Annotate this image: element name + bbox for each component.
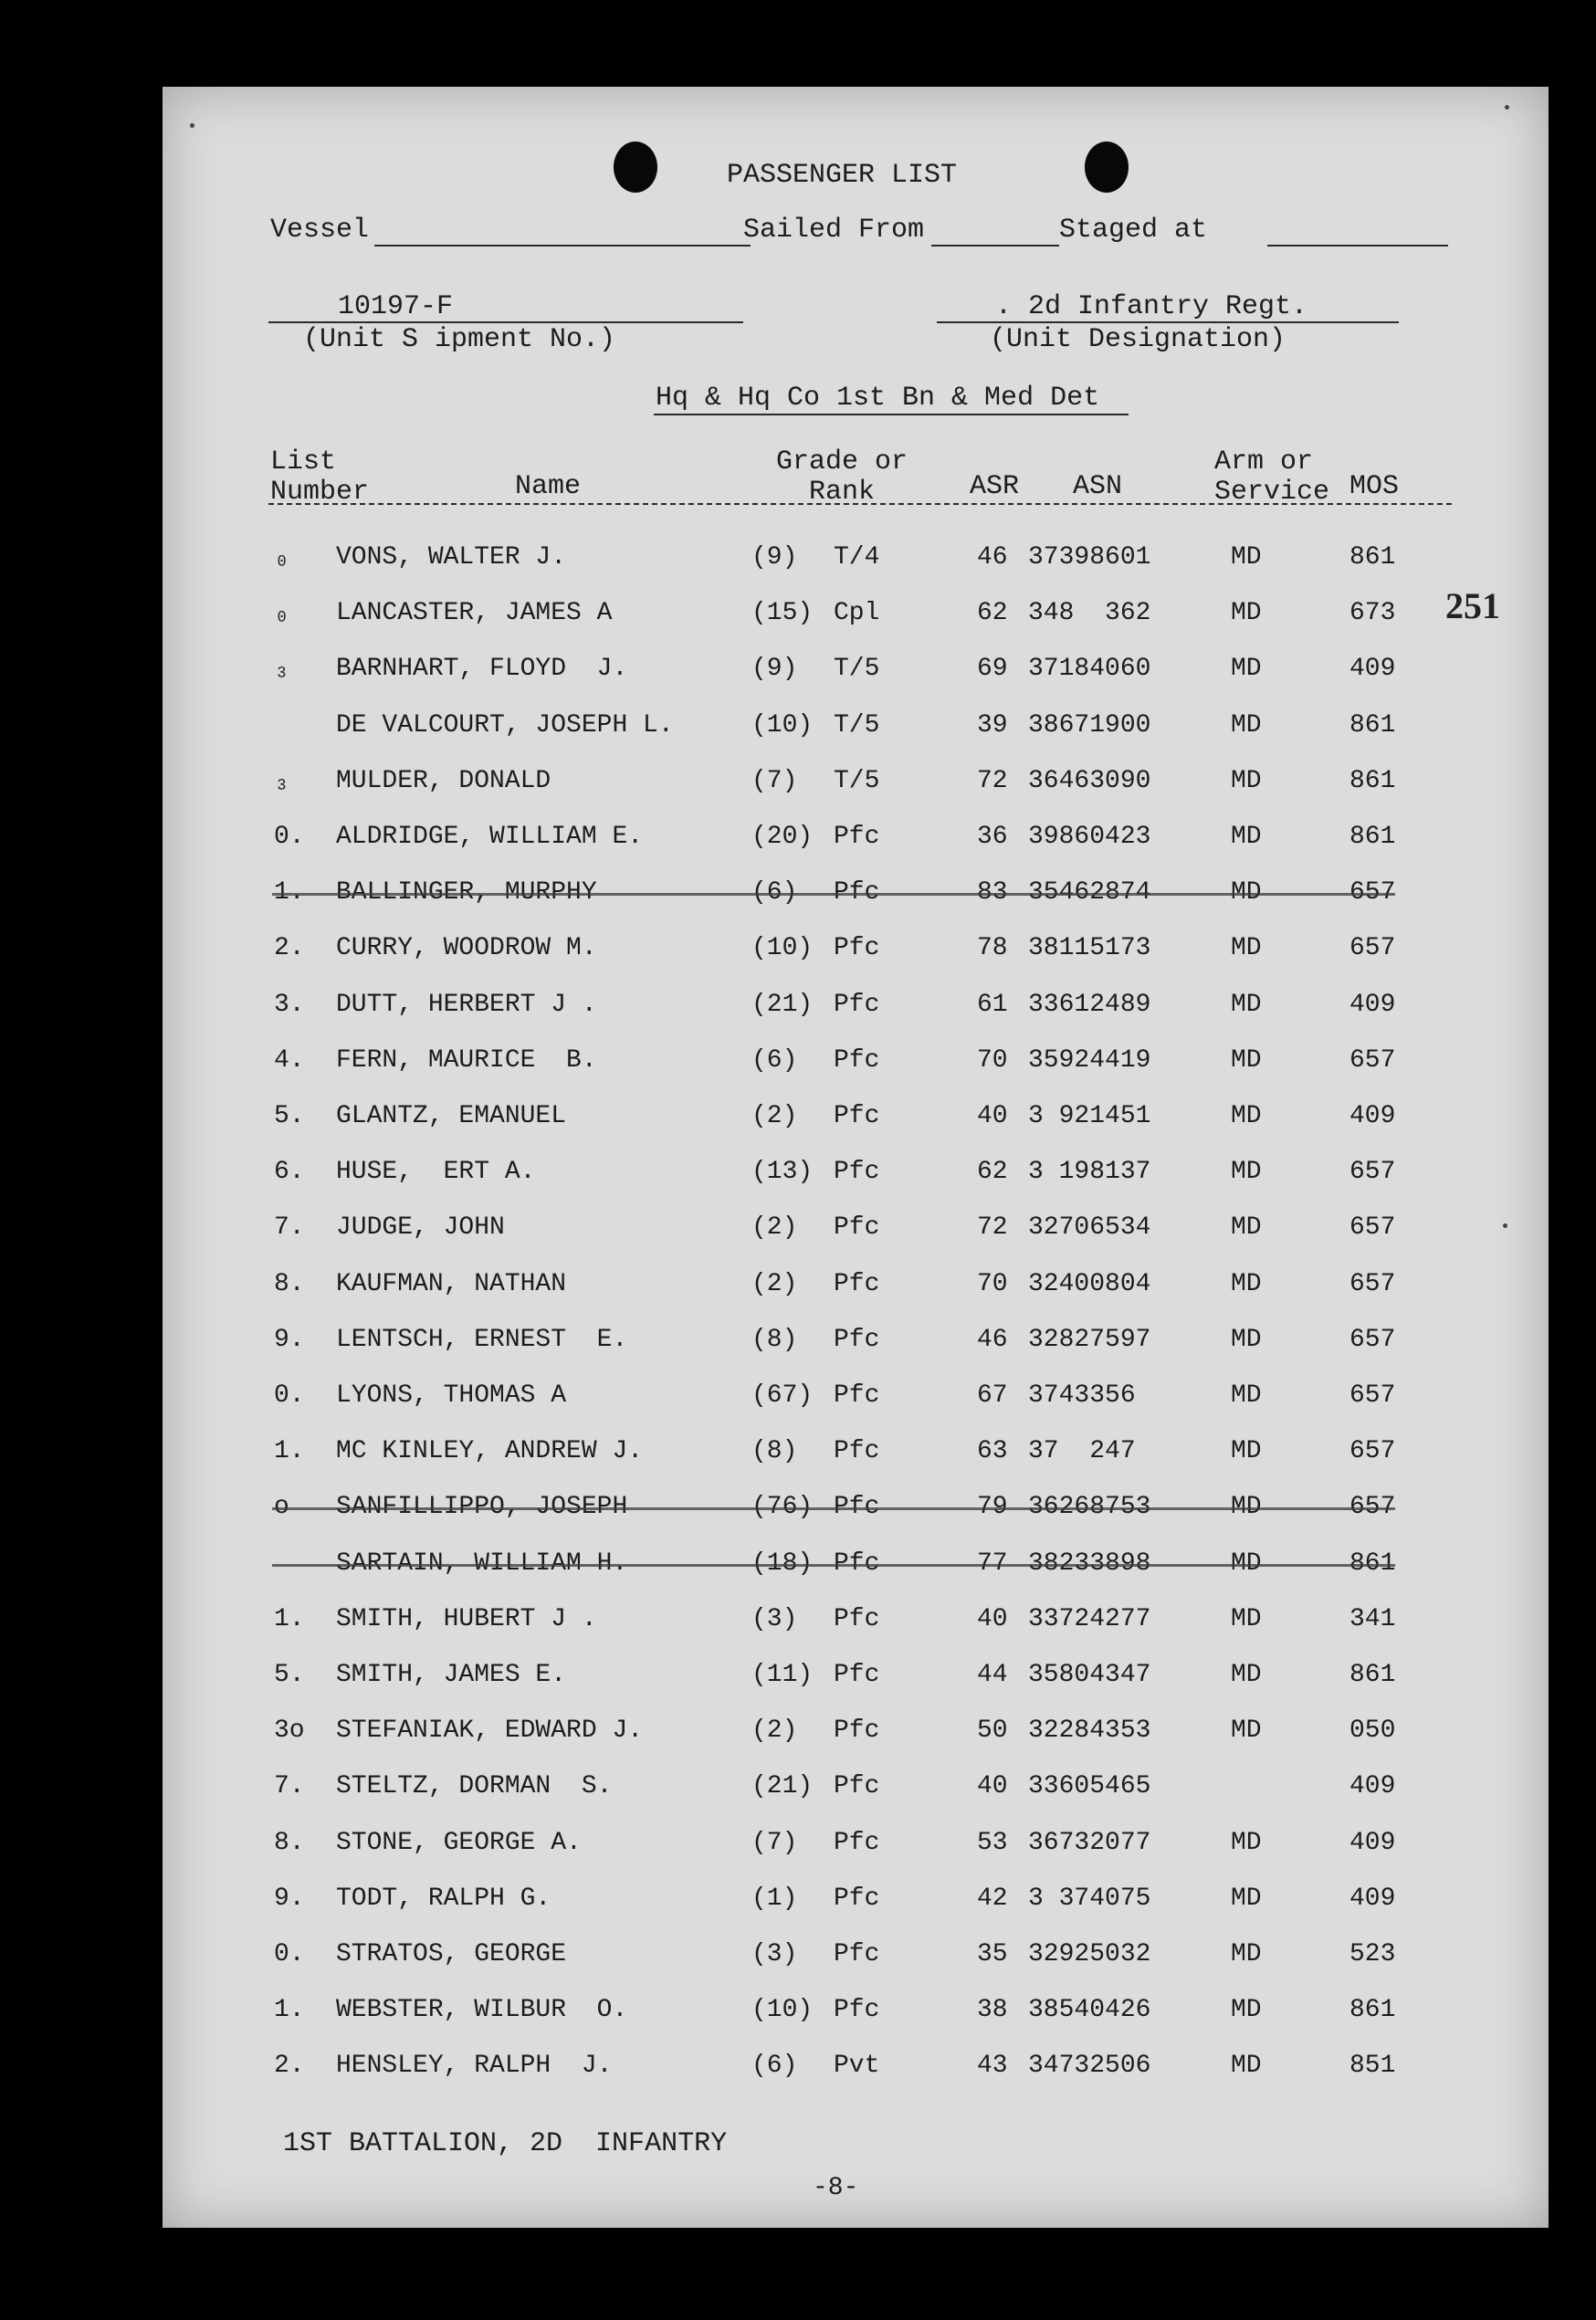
arm-or-service: MD: [1231, 655, 1262, 684]
grade-code: (10): [751, 1996, 814, 2025]
asr: 46: [977, 1325, 1008, 1354]
asn: 348 362: [1028, 599, 1151, 628]
list-number: 1.: [274, 1604, 305, 1633]
speck: [1503, 1223, 1507, 1228]
grade-code: (1): [751, 1884, 798, 1913]
passenger-name: ALDRIDGE, WILLIAM E.: [336, 823, 644, 851]
mos: 409: [1349, 1828, 1396, 1857]
strikethrough-line: [272, 1564, 1395, 1567]
mos: 409: [1349, 655, 1396, 684]
arm-or-service: MD: [1231, 823, 1262, 851]
mos: 409: [1349, 990, 1396, 1019]
punch-hole-right: [1085, 142, 1129, 193]
asn: 32284353: [1028, 1716, 1151, 1746]
list-number: 0.: [274, 1940, 305, 1968]
rank: Pfc: [834, 1045, 880, 1075]
passenger-name: GLANTZ, EMANUEL: [336, 1102, 567, 1130]
asn: 34732506: [1028, 2052, 1151, 2081]
passenger-name: CURRY, WOODROW M.: [336, 934, 597, 963]
mos: 861: [1349, 823, 1396, 851]
grade-code: (21): [751, 990, 814, 1019]
passenger-name: FERN, MAURICE B.: [336, 1045, 597, 1075]
asn: 38540426: [1028, 1996, 1151, 2025]
asr: 50: [977, 1716, 1008, 1746]
list-number: 3.: [274, 990, 305, 1019]
mos: 657: [1349, 1269, 1396, 1298]
arm-or-service: MD: [1231, 1102, 1262, 1130]
rank: Pfc: [834, 1325, 880, 1354]
asn: 3 198137: [1028, 1158, 1151, 1187]
rank: Pfc: [834, 878, 880, 908]
mos: 657: [1349, 1325, 1396, 1354]
arm-or-service: MD: [1231, 1716, 1262, 1746]
col-header-mos: MOS: [1349, 471, 1400, 502]
arm-or-service: MD: [1231, 1325, 1262, 1354]
passenger-name: STELTZ, DORMAN S.: [336, 1772, 613, 1801]
list-number: 1.: [274, 878, 305, 908]
asn: 35804347: [1028, 1661, 1151, 1689]
rank: Pfc: [834, 934, 880, 963]
mos: 657: [1349, 1381, 1396, 1410]
passenger-name: MULDER, DONALD: [336, 766, 551, 795]
speck: [1505, 105, 1509, 110]
grade-code: (9): [751, 655, 798, 684]
arm-or-service: MD: [1231, 1828, 1262, 1857]
rank: Pvt: [834, 2052, 880, 2081]
list-number: 4.: [274, 1045, 305, 1075]
arm-or-service: MD: [1231, 1884, 1262, 1913]
passenger-name: SMITH, JAMES E.: [336, 1661, 567, 1689]
passenger-name: VONS, WALTER J.: [336, 543, 567, 572]
document-page: [163, 87, 1549, 2228]
mos: 861: [1349, 1661, 1396, 1689]
asn: 38115173: [1028, 934, 1151, 963]
col-header-name: Name: [515, 471, 582, 502]
passenger-name: BALLINGER, MURPHY: [336, 878, 597, 908]
passenger-name: DE VALCOURT, JOSEPH L.: [336, 710, 674, 740]
vessel-label: Vessel: [270, 215, 370, 246]
arm-or-service: MD: [1231, 1213, 1262, 1243]
passenger-name: LYONS, THOMAS A: [336, 1381, 567, 1410]
rank: Pfc: [834, 1716, 880, 1746]
mos: 657: [1349, 878, 1396, 908]
arm-or-service: MD: [1231, 1493, 1262, 1522]
asr: 67: [977, 1381, 1008, 1410]
list-number: 0.: [274, 1381, 305, 1410]
unit-shipment-line: [268, 321, 743, 323]
rank: Cpl: [834, 599, 880, 628]
vessel-field-line: [374, 245, 751, 247]
asn: 33605465: [1028, 1772, 1151, 1801]
arm-or-service: MD: [1231, 599, 1262, 628]
mos: 861: [1349, 543, 1396, 572]
asr: 63: [977, 1437, 1008, 1466]
rank: T/5: [834, 655, 880, 684]
asr: 36: [977, 823, 1008, 851]
list-number: ₃: [274, 766, 289, 795]
passenger-name: DUTT, HERBERT J .: [336, 990, 597, 1019]
mos: 409: [1349, 1884, 1396, 1913]
grade-code: (6): [751, 1045, 798, 1075]
rank: Pfc: [834, 1884, 880, 1913]
asr: 78: [977, 934, 1008, 963]
passenger-name: SARTAIN, WILLIAM H.: [336, 1548, 628, 1578]
list-number: 5.: [274, 1102, 305, 1130]
strikethrough-line: [272, 1507, 1395, 1510]
passenger-name: TODT, RALPH G.: [336, 1884, 551, 1913]
arm-or-service: MD: [1231, 1045, 1262, 1075]
grade-code: (6): [751, 878, 798, 908]
arm-or-service: MD: [1231, 1604, 1262, 1633]
mos: 657: [1349, 1437, 1396, 1466]
asr: 40: [977, 1102, 1008, 1130]
rank: T/5: [834, 710, 880, 740]
asr: 70: [977, 1045, 1008, 1075]
asr: 43: [977, 2052, 1008, 2081]
rank: Pfc: [834, 1213, 880, 1243]
asr: 38: [977, 1996, 1008, 2025]
list-number: ₀: [274, 543, 289, 572]
arm-or-service: MD: [1231, 766, 1262, 795]
mos: 657: [1349, 934, 1396, 963]
list-number: 8.: [274, 1269, 305, 1298]
mos: 861: [1349, 1996, 1396, 2025]
asr: 62: [977, 599, 1008, 628]
arm-or-service: MD: [1231, 1548, 1262, 1578]
passenger-name: STONE, GEORGE A.: [336, 1828, 582, 1857]
page-title: PASSENGER LIST: [727, 160, 958, 191]
grade-code: (20): [751, 823, 814, 851]
asr: 53: [977, 1828, 1008, 1857]
footer-page-number: -8-: [813, 2174, 859, 2202]
list-number: 2.: [274, 934, 305, 963]
grade-code: (7): [751, 766, 798, 795]
rank: Pfc: [834, 990, 880, 1019]
grade-code: (67): [751, 1381, 814, 1410]
asn: 35462874: [1028, 878, 1151, 908]
arm-or-service: MD: [1231, 1381, 1262, 1410]
asn: 37184060: [1028, 655, 1151, 684]
asn: 32706534: [1028, 1213, 1151, 1243]
mos: 523: [1349, 1940, 1396, 1968]
arm-or-service: MD: [1231, 1940, 1262, 1968]
list-number: 0.: [274, 823, 305, 851]
passenger-name: LANCASTER, JAMES A: [336, 599, 613, 628]
passenger-name: MC KINLEY, ANDREW J.: [336, 1437, 644, 1466]
arm-or-service: MD: [1231, 1269, 1262, 1298]
rank: T/5: [834, 766, 880, 795]
list-number: 6.: [274, 1158, 305, 1187]
col-header-asn: ASN: [1073, 471, 1123, 502]
asr: 72: [977, 766, 1008, 795]
list-number: 7.: [274, 1213, 305, 1243]
passenger-name: KAUFMAN, NATHAN: [336, 1269, 567, 1298]
grade-code: (2): [751, 1269, 798, 1298]
grade-code: (21): [751, 1772, 814, 1801]
grade-code: (10): [751, 710, 814, 740]
list-number: o: [274, 1493, 289, 1522]
rank: T/4: [834, 543, 880, 572]
col-header-list-number: List Number: [270, 446, 370, 508]
strikethrough-line: [272, 893, 1395, 896]
asn: 39860423: [1028, 823, 1151, 851]
col-header-asr: ASR: [970, 471, 1020, 502]
section-heading: Hq & Hq Co 1st Bn & Med Det: [656, 383, 1100, 414]
list-number: 1.: [274, 1996, 305, 2025]
staged-at-label: Staged at: [1059, 215, 1208, 246]
passenger-name: HENSLEY, RALPH J.: [336, 2052, 613, 2081]
asr: 44: [977, 1661, 1008, 1689]
asn: 35924419: [1028, 1045, 1151, 1075]
grade-code: (3): [751, 1604, 798, 1633]
sailed-from-field-line: [931, 245, 1059, 247]
staged-at-field-line: [1267, 245, 1448, 247]
mos: 657: [1349, 1158, 1396, 1187]
asr: 72: [977, 1213, 1008, 1243]
grade-code: (13): [751, 1158, 814, 1187]
mos: 050: [1349, 1716, 1396, 1746]
mos: 657: [1349, 1045, 1396, 1075]
arm-or-service: MD: [1231, 878, 1262, 908]
list-number: 3o: [274, 1716, 305, 1746]
asr: 69: [977, 655, 1008, 684]
asn: 32925032: [1028, 1940, 1151, 1968]
mos: 673: [1349, 599, 1396, 628]
rank: Pfc: [834, 1548, 880, 1578]
mos: 861: [1349, 1548, 1396, 1578]
passenger-name: STEFANIAK, EDWARD J.: [336, 1716, 644, 1746]
mos: 657: [1349, 1213, 1396, 1243]
col-header-arm: Arm or Service: [1214, 446, 1330, 508]
rank: Pfc: [834, 823, 880, 851]
header-divider: [268, 503, 1452, 505]
punch-hole-left: [614, 142, 657, 193]
rank: Pfc: [834, 1996, 880, 2025]
mos: 861: [1349, 710, 1396, 740]
asn: 3 921451: [1028, 1102, 1151, 1130]
unit-designation-line: [937, 321, 1399, 323]
grade-code: (15): [751, 599, 814, 628]
mos: 409: [1349, 1772, 1396, 1801]
asn: 32827597: [1028, 1325, 1151, 1354]
list-number: ₀: [274, 599, 289, 628]
list-number: 8.: [274, 1828, 305, 1857]
passenger-name: HUSE, ERT A.: [336, 1158, 536, 1187]
passenger-name: STRATOS, GEORGE: [336, 1940, 567, 1968]
asn: 37 247: [1028, 1437, 1136, 1466]
arm-or-service: MD: [1231, 1158, 1262, 1187]
grade-code: (6): [751, 2052, 798, 2081]
passenger-name: SMITH, HUBERT J .: [336, 1604, 597, 1633]
passenger-name: BARNHART, FLOYD J.: [336, 655, 628, 684]
asr: 39: [977, 710, 1008, 740]
list-number: 1.: [274, 1437, 305, 1466]
grade-code: (76): [751, 1493, 814, 1522]
arm-or-service: MD: [1231, 1437, 1262, 1466]
unit-designation-caption: (Unit Designation): [990, 324, 1286, 355]
footer-unit-line: 1ST BATTALION, 2D INFANTRY: [283, 2128, 728, 2159]
asn: 36268753: [1028, 1493, 1151, 1522]
mos: 341: [1349, 1604, 1396, 1633]
asn: 33612489: [1028, 990, 1151, 1019]
asn: 3743356: [1028, 1381, 1136, 1410]
asn: 33724277: [1028, 1604, 1151, 1633]
asn: 38671900: [1028, 710, 1151, 740]
arm-or-service: MD: [1231, 990, 1262, 1019]
grade-code: (18): [751, 1548, 814, 1578]
asr: 46: [977, 543, 1008, 572]
page-stamp-number: 251: [1445, 585, 1500, 626]
asr: 70: [977, 1269, 1008, 1298]
passenger-name: LENTSCH, ERNEST E.: [336, 1325, 628, 1354]
list-number: 5.: [274, 1661, 305, 1689]
rank: Pfc: [834, 1940, 880, 1968]
arm-or-service: MD: [1231, 1661, 1262, 1689]
sailed-from-label: Sailed From: [743, 215, 925, 246]
unit-shipment-caption: (Unit S ipment No.): [303, 324, 616, 355]
arm-or-service: MD: [1231, 2052, 1262, 2081]
arm-or-service: MD: [1231, 710, 1262, 740]
grade-code: (3): [751, 1940, 798, 1968]
rank: Pfc: [834, 1493, 880, 1522]
grade-code: (11): [751, 1661, 814, 1689]
unit-shipment-no: 10197-F: [338, 291, 454, 322]
section-heading-underline: [654, 414, 1129, 415]
asn: 32400804: [1028, 1269, 1151, 1298]
list-number: 2.: [274, 2052, 305, 2081]
grade-code: (2): [751, 1213, 798, 1243]
passenger-name: JUDGE, JOHN: [336, 1213, 505, 1243]
rank: Pfc: [834, 1604, 880, 1633]
asr: 83: [977, 878, 1008, 908]
rank: Pfc: [834, 1381, 880, 1410]
mos: 861: [1349, 766, 1396, 795]
grade-code: (7): [751, 1828, 798, 1857]
grade-code: (8): [751, 1325, 798, 1354]
passenger-name: WEBSTER, WILBUR O.: [336, 1996, 628, 2025]
asn: 36732077: [1028, 1828, 1151, 1857]
rank: Pfc: [834, 1437, 880, 1466]
arm-or-service: MD: [1231, 1996, 1262, 2025]
asr: 35: [977, 1940, 1008, 1968]
speck: [190, 123, 194, 128]
grade-code: (2): [751, 1102, 798, 1130]
arm-or-service: MD: [1231, 543, 1262, 572]
list-number: 7.: [274, 1772, 305, 1801]
mos: 851: [1349, 2052, 1396, 2081]
mos: 657: [1349, 1493, 1396, 1522]
rank: Pfc: [834, 1269, 880, 1298]
asn: 36463090: [1028, 766, 1151, 795]
asn: 37398601: [1028, 543, 1151, 572]
passenger-name: SANFILLIPPO, JOSEPH: [336, 1493, 628, 1522]
asr: 77: [977, 1548, 1008, 1578]
asr: 42: [977, 1884, 1008, 1913]
rank: Pfc: [834, 1828, 880, 1857]
list-number: 9.: [274, 1325, 305, 1354]
col-header-grade: Grade or Rank: [776, 446, 908, 508]
rank: Pfc: [834, 1661, 880, 1689]
asr: 79: [977, 1493, 1008, 1522]
list-number: 9.: [274, 1884, 305, 1913]
asn: 38233898: [1028, 1548, 1151, 1578]
asn: 3 374075: [1028, 1884, 1151, 1913]
asr: 40: [977, 1772, 1008, 1801]
asr: 61: [977, 990, 1008, 1019]
mos: 409: [1349, 1102, 1396, 1130]
list-number: ₃: [274, 655, 289, 684]
arm-or-service: MD: [1231, 934, 1262, 963]
asr: 62: [977, 1158, 1008, 1187]
asr: 40: [977, 1604, 1008, 1633]
grade-code: (8): [751, 1437, 798, 1466]
grade-code: (9): [751, 543, 798, 572]
grade-code: (10): [751, 934, 814, 963]
rank: Pfc: [834, 1102, 880, 1130]
rank: Pfc: [834, 1772, 880, 1801]
rank: Pfc: [834, 1158, 880, 1187]
grade-code: (2): [751, 1716, 798, 1746]
unit-designation: . 2d Infantry Regt.: [995, 291, 1308, 322]
